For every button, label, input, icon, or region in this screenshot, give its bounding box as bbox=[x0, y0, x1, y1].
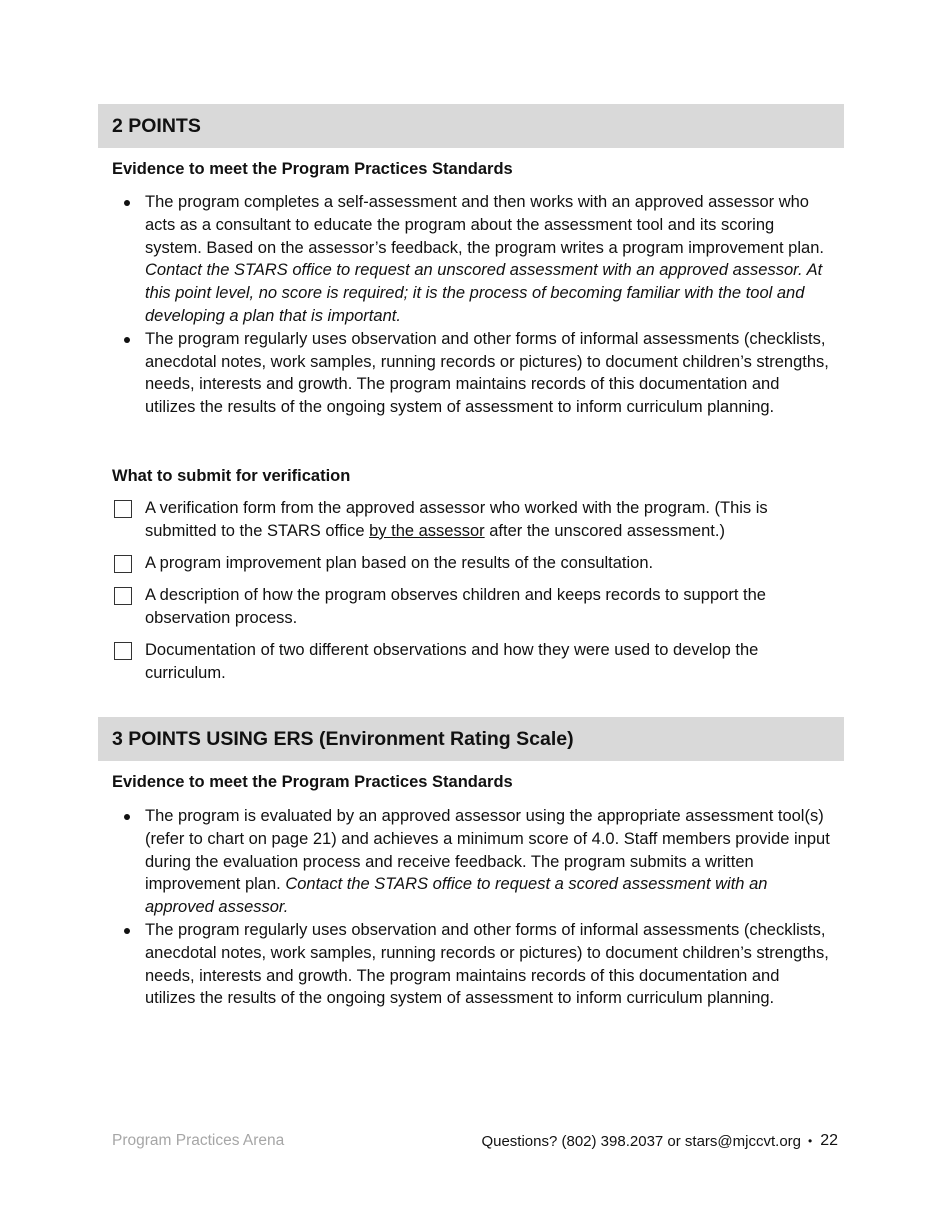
checklist-text: A description of how the program observes children and keeps records to support the observation process. bbox=[145, 586, 766, 627]
checkbox[interactable] bbox=[114, 555, 132, 573]
bullet-icon bbox=[124, 200, 130, 206]
bullet-icon bbox=[124, 814, 130, 820]
evidence-item bbox=[112, 919, 832, 1010]
evidence-italic-note: Contact the STARS office to request an unscored assessment with an approved assessor. At this point level, no score is required; it is the process of becoming familiar with the tool and developing a plan that is important. bbox=[145, 261, 823, 325]
checkbox[interactable] bbox=[114, 587, 132, 605]
submit-checklist bbox=[112, 497, 832, 694]
evidence-list bbox=[112, 805, 832, 1010]
checklist-item bbox=[112, 639, 832, 685]
checklist-text: A program improvement plan based on the results of the consultation. bbox=[145, 553, 654, 572]
evidence-heading: Evidence to meet the Program Practices Standards bbox=[112, 160, 513, 178]
evidence-heading: Evidence to meet the Program Practices Standards bbox=[112, 773, 513, 791]
checklist-text: A verification form from the approved assessor who worked with the program. (This is submitted to the STARS office bbox=[145, 499, 768, 540]
checklist-text-after: after the unscored assessment.) bbox=[484, 521, 725, 540]
submit-heading: What to submit for verification bbox=[112, 467, 351, 485]
evidence-text: The program regularly uses observation and other forms of informal assessments (checklists, anecdotal notes, work samples, running records or pictures) to document children’s strengths, needs, interests and growth. The program maintains records of this documentation and utilizes the results of the ongoing system of assessment to inform curriculum planning. bbox=[145, 920, 829, 1008]
checkbox[interactable] bbox=[114, 642, 132, 660]
evidence-item bbox=[112, 191, 832, 328]
evidence-text: The program is evaluated by an approved assessor using the appropriate assessment tool(s) (refer to chart on page 21) and achieves a minimum score of 4.0. Staff members provide input during the evaluation process and receive feedback. The program submits a written improvement plan. bbox=[145, 807, 830, 894]
page-number: 22 bbox=[820, 1132, 838, 1149]
checklist-item bbox=[112, 552, 832, 575]
evidence-item bbox=[112, 328, 832, 419]
checklist-text: Documentation of two different observations and how they were used to develop the curriculum. bbox=[145, 641, 759, 682]
footer-separator: • bbox=[808, 1134, 813, 1148]
section-title: 2 POINTS bbox=[112, 114, 201, 137]
evidence-text: The program completes a self-assessment and then works with an approved assessor who acts as a consultant to educate the program about the assessment tool and its scoring system. Based on the assessor’s feedback, the program writes a program improvement plan. bbox=[145, 193, 824, 257]
evidence-italic-note: Contact the STARS office to request a scored assessment with an approved assessor. bbox=[145, 875, 768, 917]
evidence-item bbox=[112, 805, 832, 919]
footer-contact-text: Questions? (802) 398.2037 or stars@mjccvt.org bbox=[481, 1132, 801, 1150]
footer-arena-label: Program Practices Arena bbox=[112, 1132, 285, 1149]
checkbox[interactable] bbox=[114, 500, 132, 518]
section-header-2-points bbox=[98, 104, 844, 148]
section-header-3-points bbox=[98, 717, 844, 761]
section-title: 3 POINTS USING ERS (Environment Rating Scale) bbox=[112, 727, 574, 750]
checklist-item bbox=[112, 497, 832, 543]
bullet-icon bbox=[124, 337, 130, 343]
footer-contact bbox=[481, 1132, 838, 1150]
checklist-item bbox=[112, 584, 832, 630]
bullet-icon bbox=[124, 928, 130, 934]
evidence-list bbox=[112, 191, 832, 419]
checklist-underlined-text: by the assessor bbox=[369, 521, 485, 540]
evidence-text: The program regularly uses observation and other forms of informal assessments (checklists, anecdotal notes, work samples, running records or pictures) to document children’s strengths, needs, interests and growth. The program maintains records of this documentation and utilizes the results of the ongoing system of assessment to inform curriculum planning. bbox=[145, 329, 829, 417]
